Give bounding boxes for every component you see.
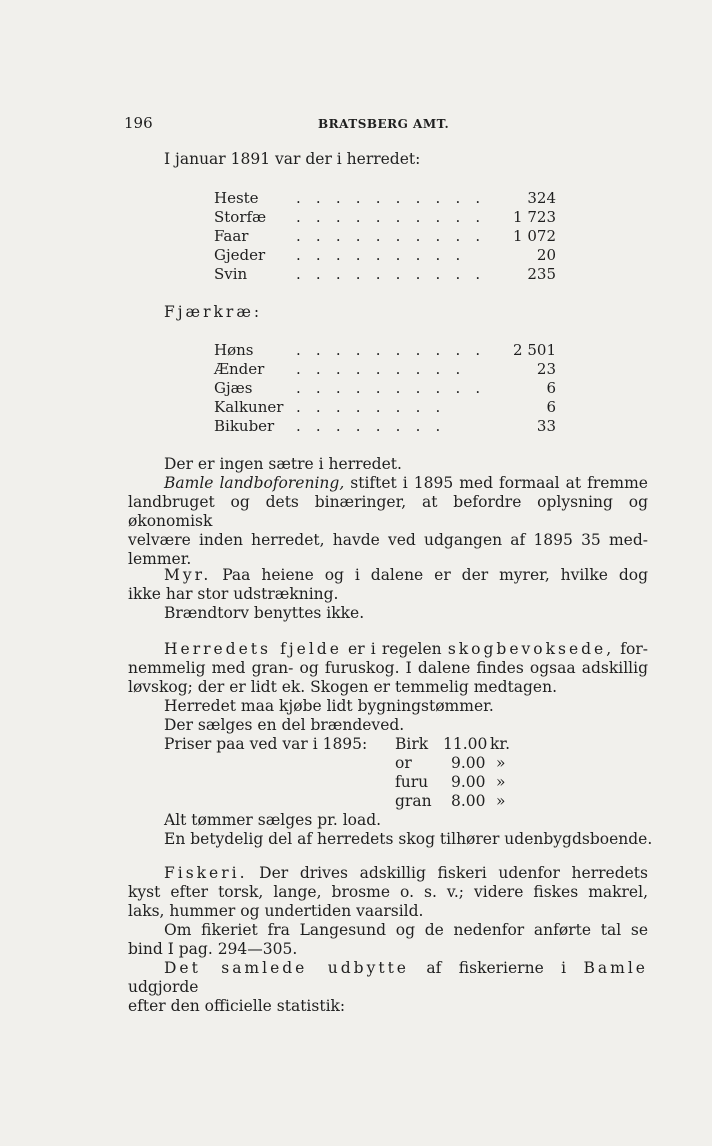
livestock-list (214, 189, 556, 284)
price-wood: furu (395, 773, 429, 791)
fjelde-paragraph: Herredets fjelde er i regelen skogbevoksede, for- nemmelig med gran- og furuskog. I dalene findes ogsaa adskillig løvskog; der er lidt ek. Skogen er temmelig medtagen. Herredet maa kjøbe lidt bygningstømmer. Der sælges en del brændeved. (128, 640, 649, 734)
list-item: Svin . . . . . . . . . . 235 (214, 265, 556, 283)
poultry-heading: Fjærkræ: (164, 303, 263, 321)
page-number: 196 (124, 114, 153, 132)
landbo-paragraph: Bamle landboforening, stiftet i 1895 med formaal at fremme landbruget og dets binæringer, at befordre oplysning og økonomisk velvære inden herredet, havde ved udgangen af 1895 35 med- lemmer. (128, 474, 648, 568)
price-unit: » (496, 773, 506, 791)
myr-paragraph: Myr. Paa heiene og i dalene er der myrer, hvilke dog ikke har stor udstrækning. Brændtorv benyttes ikke. (128, 566, 648, 622)
list-item: Storfæ . . . . . . . . . . 1 723 (214, 208, 556, 226)
running-header: BRATSBERG AMT. (318, 117, 450, 131)
timber-line: Alt tømmer sælges pr. load. (164, 811, 382, 829)
saetre-line: Der er ingen sætre i herredet. (164, 455, 402, 473)
prices-label: Priser paa ved var i 1895: (164, 735, 368, 753)
list-item: Gjæs . . . . . . . . . . 6 (214, 379, 556, 397)
list-item: Ænder . . . . . . . . . 23 (214, 360, 556, 378)
list-item: Heste . . . . . . . . . . 324 (214, 189, 556, 207)
forest-owner-line: En betydelig del af herredets skog tilhører udenbygdsboende. (164, 830, 653, 848)
price-wood: or (395, 754, 412, 772)
price-value: 11.00 (443, 735, 488, 753)
price-wood: Birk (395, 735, 429, 753)
price-wood: gran (395, 792, 432, 810)
poultry-list (214, 341, 556, 436)
price-value: 9.00 (451, 773, 486, 791)
list-item: Faar . . . . . . . . . . 1 072 (214, 227, 556, 245)
price-value: 9.00 (451, 754, 486, 772)
list-item: Gjeder . . . . . . . . . 20 (214, 246, 556, 264)
list-item: Bikuber . . . . . . . . 33 (214, 417, 556, 435)
price-value: 8.00 (451, 792, 486, 810)
list-item: Høns . . . . . . . . . . 2 501 (214, 341, 556, 359)
list-item: Kalkuner . . . . . . . . 6 (214, 398, 556, 416)
price-unit: kr. (490, 735, 511, 753)
intro-line: I januar 1891 var der i herredet: (164, 150, 421, 168)
price-unit: » (496, 754, 506, 772)
fiskeri-paragraph: Fiskeri. Der drives adskillig fiskeri udenfor herredets kyst efter torsk, lange, brosme o. s. v.; videre fiskes makrel, laks, hummer og undertiden vaarsild. Om fikeriet fra Langesund og de nedenfor anførte tal se bind I pag. 294—305. Det samlede udbytte af fiskerierne i Bamle udgjorde efter den officielle statistik: (128, 864, 648, 1015)
price-unit: » (496, 792, 506, 810)
